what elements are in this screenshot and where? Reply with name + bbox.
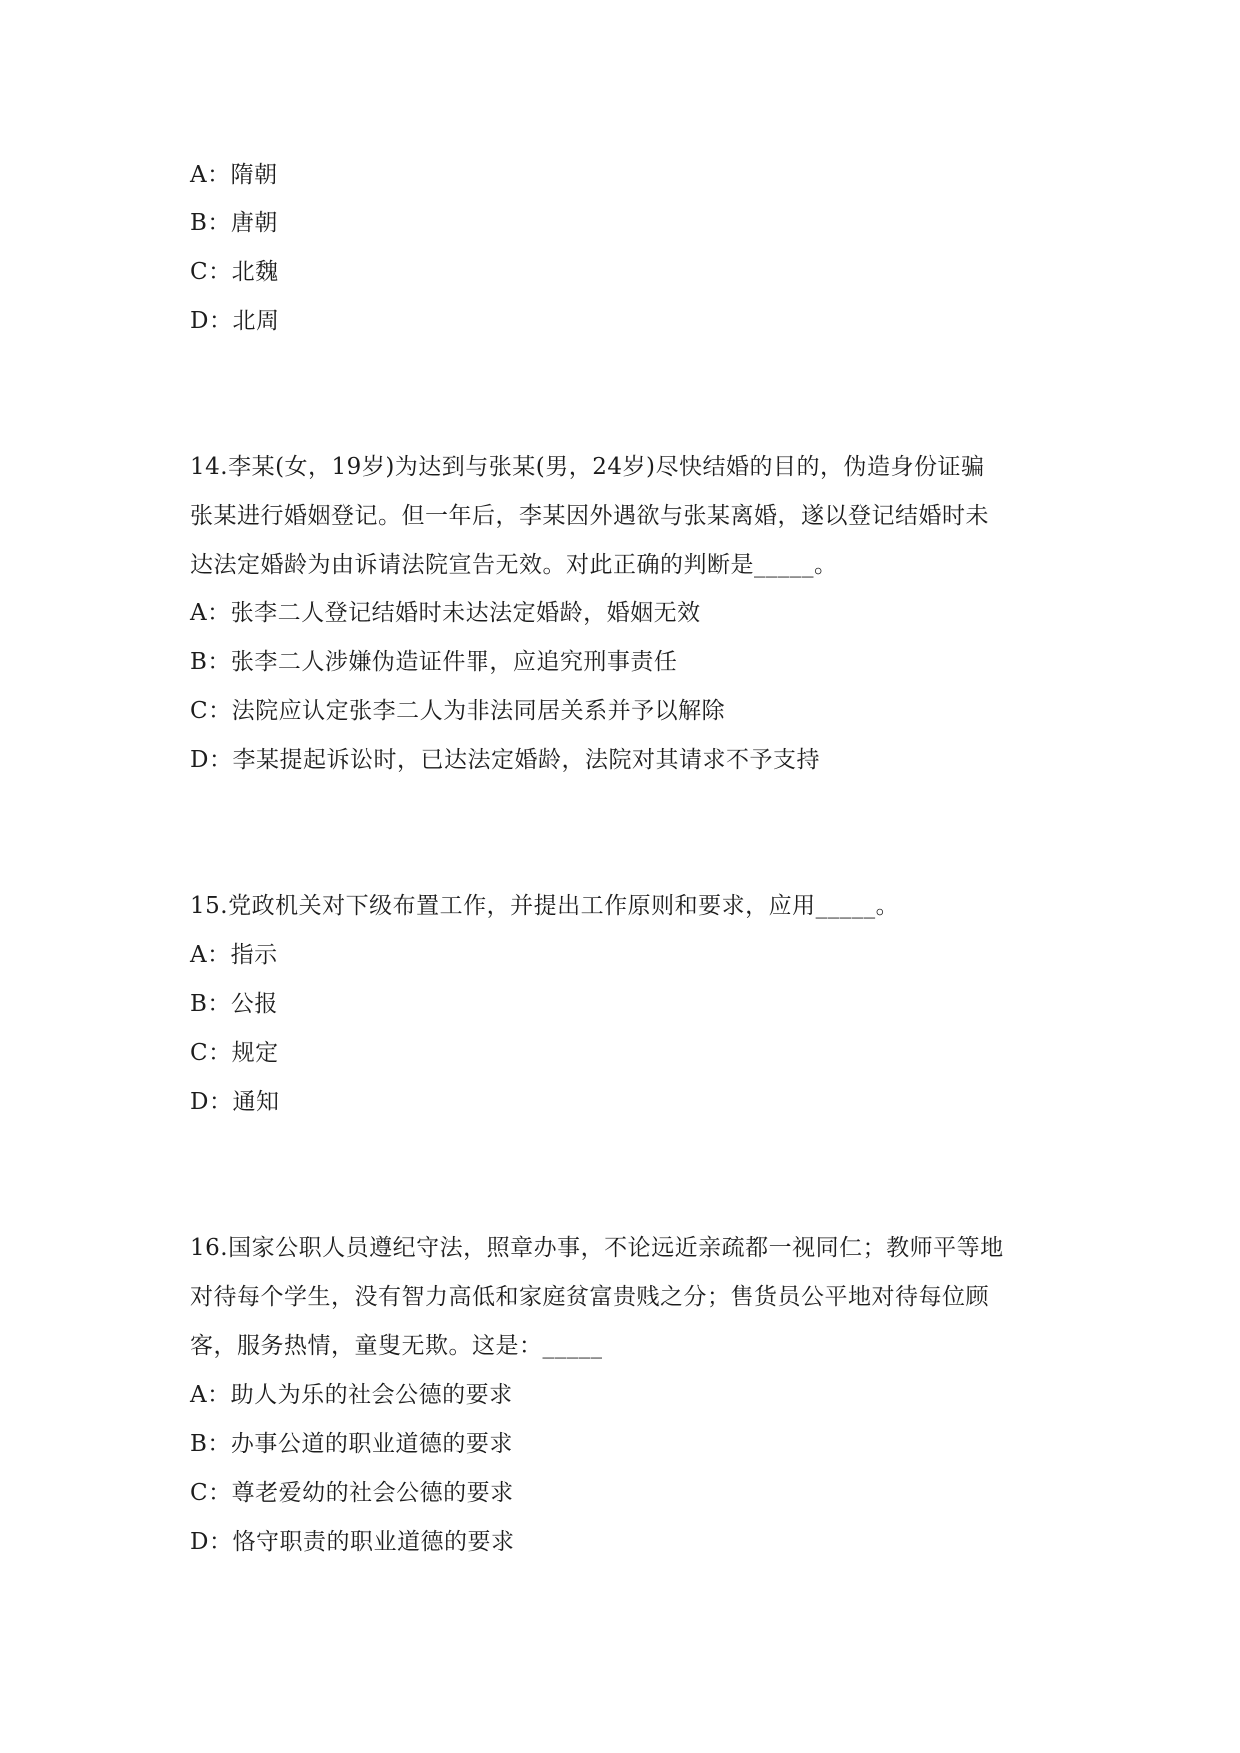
q14-option-c: C：法院应认定张李二人为非法同居关系并予以解除 xyxy=(190,698,726,724)
q13-option-c: C：北魏 xyxy=(190,259,279,285)
q15-option-d: D：通知 xyxy=(190,1089,280,1115)
q16-option-a: A：助人为乐的社会公德的要求 xyxy=(190,1382,513,1408)
q14-option-b: B：张李二人涉嫌伪造证件罪，应追究刑事责任 xyxy=(190,649,678,675)
q13-option-d: D：北周 xyxy=(190,308,280,334)
q13-option-a: A：隋朝 xyxy=(190,162,278,188)
q16-stem-line-2: 对待每个学生，没有智力高低和家庭贫富贵贱之分；售货员公平地对待每位顾 xyxy=(190,1284,989,1310)
q16-option-b: B：办事公道的职业道德的要求 xyxy=(190,1431,513,1457)
q16-stem-line-3: 客，服务热情，童叟无欺。这是：_____ xyxy=(190,1333,603,1359)
q15-stem-line-1: 15.党政机关对下级布置工作，并提出工作原则和要求，应用_____。 xyxy=(190,893,900,919)
q14-option-d: D：李某提起诉讼时，已达法定婚龄，法院对其请求不予支持 xyxy=(190,747,820,773)
q16-option-d: D：恪守职责的职业道德的要求 xyxy=(190,1529,515,1555)
q14-stem-line-2: 张某进行婚姻登记。但一年后，李某因外遇欲与张某离婚，遂以登记结婚时未 xyxy=(190,503,989,529)
q13-option-b: B：唐朝 xyxy=(190,210,278,236)
q14-option-a: A：张李二人登记结婚时未达法定婚龄，婚姻无效 xyxy=(190,600,701,626)
q15-option-a: A：指示 xyxy=(190,942,278,968)
q14-stem-line-1: 14.李某(女，19岁)为达到与张某(男，24岁)尽快结婚的目的，伪造身份证骗 xyxy=(190,454,985,480)
q14-stem-line-3: 达法定婚龄为由诉请法院宣告无效。对此正确的判断是_____。 xyxy=(190,552,838,578)
q16-stem-line-1: 16.国家公职人员遵纪守法，照章办事，不论远近亲疏都一视同仁；教师平等地 xyxy=(190,1235,1004,1261)
q15-option-c: C：规定 xyxy=(190,1040,279,1066)
q16-option-c: C：尊老爱幼的社会公德的要求 xyxy=(190,1480,514,1506)
q15-option-b: B：公报 xyxy=(190,991,278,1017)
